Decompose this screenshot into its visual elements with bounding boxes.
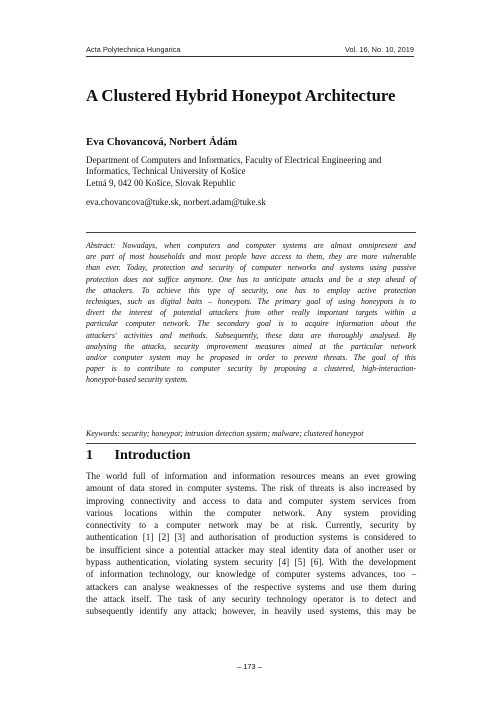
body-line: be insufficient since a potential attacker may steal identity data of another user or <box>86 544 416 555</box>
volume-info: Vol. 16, No. 10, 2019 <box>344 45 414 54</box>
section-heading <box>86 448 190 464</box>
affiliation-line: Informatics, Technical University of Košice <box>86 166 246 177</box>
abstract-line: protection does not suffice anymore. One has to anticipate attacks and be a step ahead of <box>86 274 416 284</box>
abstract-line: Abstract: Nowadays, when computers and computer systems are almost omnipresent and <box>86 241 416 250</box>
abstract-line: are part of most households and most people have access to them, they are more vulnerable <box>86 252 416 262</box>
body-line: improving connectivity and access to data and computer system services from <box>86 495 416 506</box>
abstract-line: and/or computer system may be proposed in order to prevent threats. The goal of this <box>86 353 416 363</box>
affiliation-line: Letná 9, 042 00 Košice, Slovak Republic <box>86 177 236 188</box>
abstract-line: divert the interest of potential attackers from other really important targets within a <box>86 308 416 318</box>
header-rule <box>86 56 414 57</box>
page-number: – 173 – <box>237 662 262 671</box>
abstract-line: techniques, such as digital baits – honeypots. The primary goal of using honeypots is to <box>86 297 416 307</box>
abstract-line: particular computer network. The secondary goal is to acquire information about the <box>86 319 416 329</box>
author-emails: eva.chovancova@tuke.sk, norbert.adam@tuke.sk <box>86 197 266 207</box>
body-line: authentication [1] [2] [3] and authorisation of production systems is considered to <box>86 532 416 543</box>
body-line: of information technology, our knowledge of computer systems advances, too – <box>86 569 416 580</box>
affiliation <box>86 155 416 189</box>
abstract-line: analysing the attacks, security improvement measures aimed at the particular network <box>86 341 416 351</box>
authors: Eva Chovancová, Norbert Ádám <box>86 136 238 148</box>
keywords: Keywords: security; honeypot; intrusion detection system; malware; clustered honeypot <box>86 429 364 438</box>
body-line: the attack itself. The task of any security technology operator is to detect and <box>86 593 416 604</box>
body-line: subsequently identify any attack; however, in heavily used systems, this may be <box>86 606 416 617</box>
abstract-bottom-rule <box>86 443 416 444</box>
abstract-line: the attackers. To achieve this type of security, one has to employ active protection <box>86 285 416 295</box>
abstract-top-rule <box>86 232 416 233</box>
section-number: 1 <box>86 448 93 463</box>
abstract-line: attackers' activities and methods. Subsequently, these data are thoroughly analysed. By <box>86 330 416 340</box>
body-line: attackers can analyse weaknesses of the respective systems and use them during <box>86 581 416 592</box>
abstract-line: paper is to contribute to computer security by proposing a clustered, high-interaction- <box>86 364 416 374</box>
abstract-line: honeypot-based security system. <box>86 375 188 385</box>
abstract <box>86 240 416 386</box>
introduction-text <box>86 470 416 618</box>
paper-title: A Clustered Hybrid Honeypot Architecture <box>86 86 396 105</box>
section-title: Introduction <box>114 448 191 463</box>
body-line: The world full of information and information resources means an ever growing <box>86 471 416 481</box>
affiliation-line: Department of Computers and Informatics, Faculty of Electrical Engineering and <box>86 155 382 165</box>
body-line: bypass authentication, violating system security [4] [5] [6]. With the development <box>86 557 416 568</box>
body-line: connectivity to a computer network may be at risk. Currently, security by <box>86 520 416 531</box>
journal-name: Acta Polytechnica Hungarica <box>86 45 181 54</box>
body-line: amount of data stored in computer systems. The risk of threats is also increased by <box>86 483 416 494</box>
abstract-line: than ever. Today, protection and security of computer networks and systems using passive <box>86 263 416 273</box>
body-line: various locations within the computer network. Any system providing <box>86 507 416 518</box>
